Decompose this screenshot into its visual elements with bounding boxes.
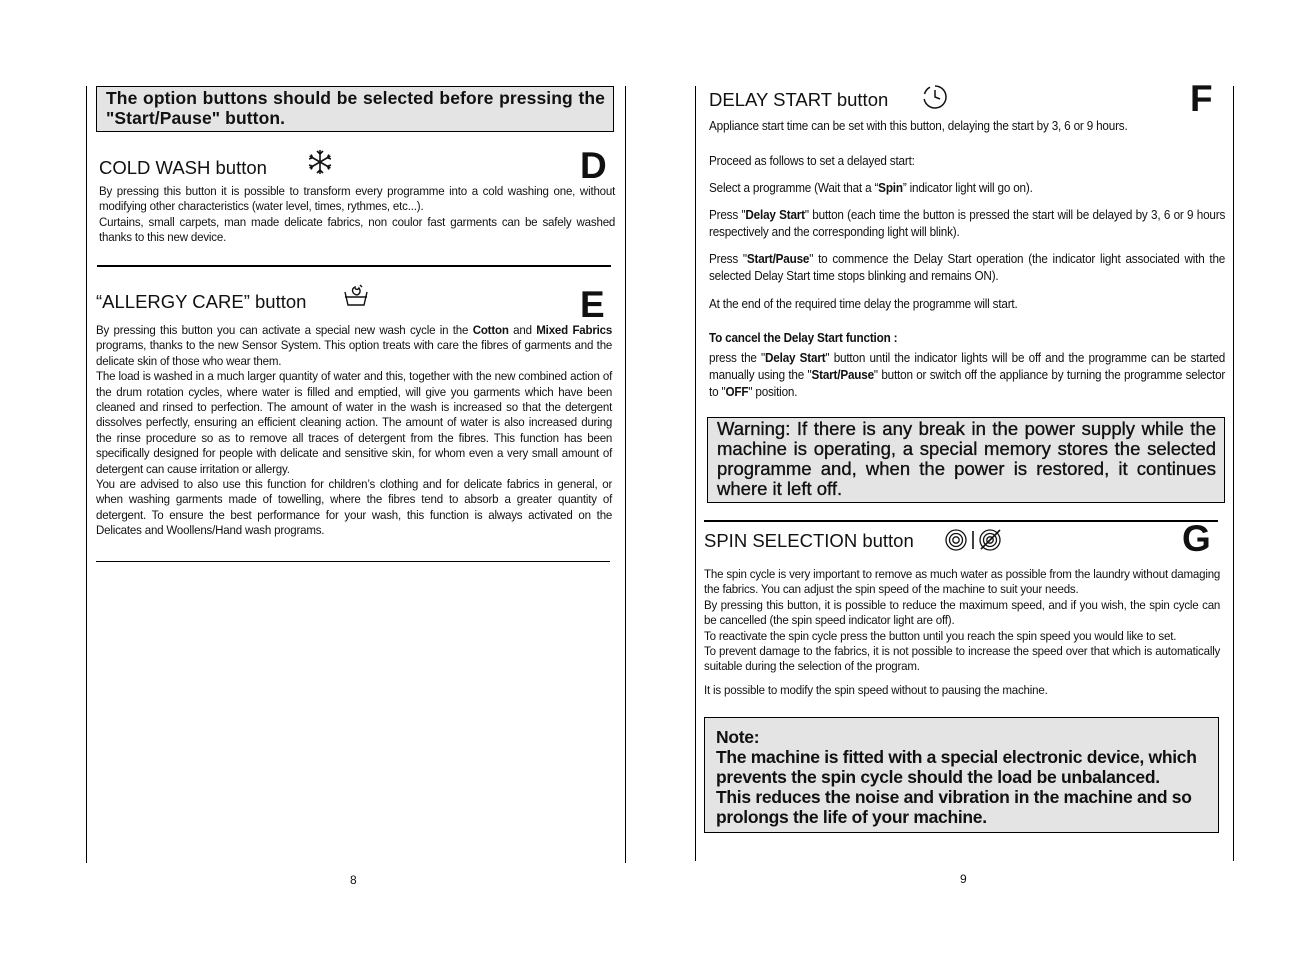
- spin-selection-icon: [945, 528, 1003, 552]
- right-page-left-border: [695, 86, 696, 861]
- allergy-care-basin-icon: [342, 283, 370, 309]
- clock-icon: [921, 83, 949, 111]
- delay-start-step-2: Press "Delay Start" button (each time the button is pressed the start will be delayed by 3, 6 or 9 hours respectively and the corresponding light will blink).: [709, 208, 1226, 239]
- cancel-delay-description: press the "Delay Start" button until the indicator lights will be off and the programme can be started manually using the "Start/Pause" button or switch off the appliance by turning the programme selector to "OFF" position.: [709, 351, 1226, 399]
- left-page-right-border: [625, 86, 626, 863]
- allergy-care-heading: “ALLERGY CARE” button: [96, 291, 307, 312]
- note-line-2: This reduces the noise and vibration in the machine and so prolongs the life of your machine.: [716, 787, 1192, 827]
- spin-speed-note: It is possible to modify the spin speed without to pausing the machine.: [704, 683, 1048, 697]
- delay-start-end: At the end of the required time delay the programme will start.: [709, 297, 1018, 311]
- section-divider-bottom: [96, 561, 610, 562]
- section-letter-d: D: [580, 145, 607, 186]
- allergy-care-description: By pressing this button you can activate a special new wash cycle in the Cotton and Mixed Fabrics programs, thanks to the new Sensor System. This option treats with care the fibres of garments and the delicate skin of those who wear them. The load is washed in a much larger quantity of water and this, together with the new combined action of the drum rotation cycles, where water is filled and emptied, will give you garments which have been cleaned and rinsed to perfection. The amount of water in the wash is increased so that the detergent dissolves perfectly, ensuring an efficient cleaning action. The amount of water is also increased during the rinse procedure so as to remove all traces of detergent from the fibres. This function has been specifically designed for people with delicate and sensitive skin, for whom even a very small amount of detergent can cause irritation or allergy. You are advised to also use this function for children’s clothing and for delicate fabrics in general, or when washing garments made of towelling, where the fibres tend to absorb a greater quantity of detergent. To ensure the best performance for your wash, this function is always activated on the Delicates and Woollens/Hand wash programs.: [96, 323, 613, 538]
- delay-start-heading: DELAY START button: [709, 89, 889, 110]
- option-buttons-notice: The option buttons should be selected before pressing the "Start/Pause" button.: [96, 86, 614, 132]
- right-page-right-border: [1233, 86, 1234, 861]
- delay-start-proceed: Proceed as follows to set a delayed start:: [709, 154, 915, 168]
- snowflake-icon: [306, 148, 334, 176]
- balance-note-box: [704, 717, 1219, 833]
- section-letter-f: F: [1190, 78, 1213, 119]
- page-number-right: 9: [960, 872, 967, 886]
- delay-start-step-1: Select a programme (Wait that a “Spin” indicator light will go on).: [709, 181, 1033, 195]
- spin-selection-heading: SPIN SELECTION button: [704, 530, 914, 551]
- left-page-left-border: [86, 86, 87, 863]
- delay-start-intro: Appliance start time can be set with this button, delaying the start by 3, 6 or 9 hours.: [709, 119, 1128, 133]
- section-divider: [97, 265, 611, 267]
- note-label: Note:: [716, 727, 760, 747]
- note-line-1: The machine is fitted with a special electronic device, which prevents the spin cycle should the load be unbalanced.: [716, 747, 1197, 787]
- section-letter-e: E: [580, 284, 605, 325]
- section-divider-right: [704, 520, 1218, 522]
- page-number-left: 8: [350, 873, 357, 887]
- cold-wash-description: By pressing this button it is possible to transform every programme into a cold washing one, without modifying other characteristics (water level, times, rythmes, etc...). Curtains, small carpets, man made delicate fabrics, non coulor fast garments can be safely washed thanks to this new device.: [99, 184, 616, 245]
- section-letter-g: G: [1182, 518, 1211, 559]
- delay-start-step-3: Press "Start/Pause" to commence the Delay Start operation (the indicator light associated with the selected Delay Start time stops blinking and remains ON).: [709, 252, 1226, 283]
- power-warning-box: Warning: If there is any break in the power supply while the machine is operating, a special memory stores the selected programme and, when the power is restored, it continues where it left off.: [707, 417, 1225, 503]
- cancel-delay-title: To cancel the Delay Start function :: [709, 331, 898, 345]
- cold-wash-heading: COLD WASH button: [99, 157, 267, 178]
- spin-selection-description: The spin cycle is very important to remove as much water as possible from the laundry without damaging the fabrics. You can adjust the spin speed of the machine to suit your needs. By pressing this button, it is possible to reduce the maximum speed, and if you wish, the spin cycle can be cancelled (the spin speed indicator light are off). To reactivate the spin cycle press the button until you reach the spin speed you would like to set. To prevent damage to the fabrics, it is not possible to increase the speed over that which is automatically suitable during the selection of the program.: [704, 567, 1221, 674]
